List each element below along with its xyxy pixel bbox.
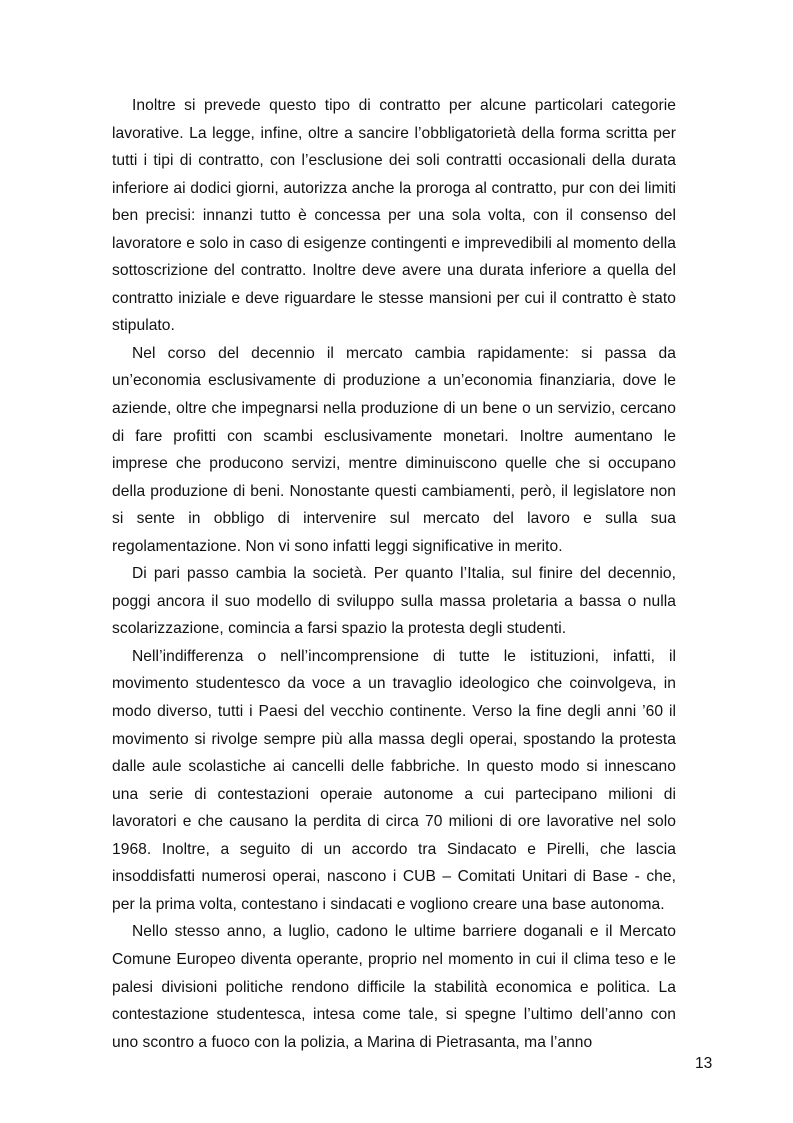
paragraph-market-change: Nel corso del decennio il mercato cambia rapidamente: si passa da un’economia esclusivamente di produzione a un’economia finanziaria, dove le aziende, oltre che impegnarsi nella produzione di un bene o un servizio, cercano di fare profitti con scambi esclusivamente monetari. Inoltre aumentano le imprese che producono servizi, mentre diminuiscono quelle che si occupano della produzione di beni. Nonostante questi cambiamenti, però, il legislatore non si sente in obbligo di intervenire sul mercato del lavoro e sulla sua regolamentazione. Non vi sono infatti leggi significative in merito.	[112, 344, 676, 555]
page-body	[112, 92, 676, 1056]
paragraph-student-movement: Nell’indifferenza o nell’incomprensione di tutte le istituzioni, infatti, il movimento studentesco da voce a un travaglio ideologico che coinvolgeva, in modo diverso, tutti i Paesi del vecchio continente. Verso la fine degli anni ’60 il movimento si rivolge sempre più alla massa degli operai, spostando la protesta dalle aule scolastiche ai cancelli delle fabbriche. In questo modo si innescano una serie di contestazioni operaie autonome a cui partecipano milioni di lavoratori e che causano la perdita di circa 70 milioni di ore lavorative nel solo 1968. Inoltre, a seguito di un accordo tra Sindacato e Pirelli, che lascia insoddisfatti numerosi operai, nascono i CUB – Comitati Unitari di Base - che, per la prima volta, contestano i sindacati e vogliono creare una base autonoma.	[112, 647, 676, 913]
paragraph-common-market: Nello stesso anno, a luglio, cadono le ultime barriere doganali e il Mercato Comune Europeo diventa operante, proprio nel momento in cui il clima teso e le palesi divisioni politiche rendono difficile la stabilità economica e politica. La contestazione studentesca, intesa come tale, si spegne l’ultimo dell’anno con uno scontro a fuoco con la polizia, a Marina di Pietrasanta, ma l’anno	[112, 923, 676, 1051]
paragraph-contract-extension: Inoltre si prevede questo tipo di contratto per alcune particolari categorie lavorative. La legge, infine, oltre a sancire l’obbligatorietà della forma scritta per tutti i tipi di contratto, con l’esclusione dei soli contratti occasionali della durata inferiore ai dodici giorni, autorizza anche la proroga al contratto, pur con dei limiti ben precisi: innanzi tutto è concessa per una sola volta, con il consenso del lavoratore e solo in caso di esigenze contingenti e imprevedibili al momento della sottoscrizione del contratto. Inoltre deve avere una durata inferiore a quella del contratto iniziale e deve riguardare le stesse mansioni per cui il contratto è stato stipulato.	[112, 97, 676, 335]
page-number: 13	[695, 1055, 713, 1072]
paragraph-society-change: Di pari passo cambia la società. Per quanto l’Italia, sul finire del decennio, poggi ancora il suo modello di sviluppo sulla massa proletaria a bassa o nulla scolarizzazione, comincia a farsi spazio la protesta degli studenti.	[112, 565, 676, 638]
